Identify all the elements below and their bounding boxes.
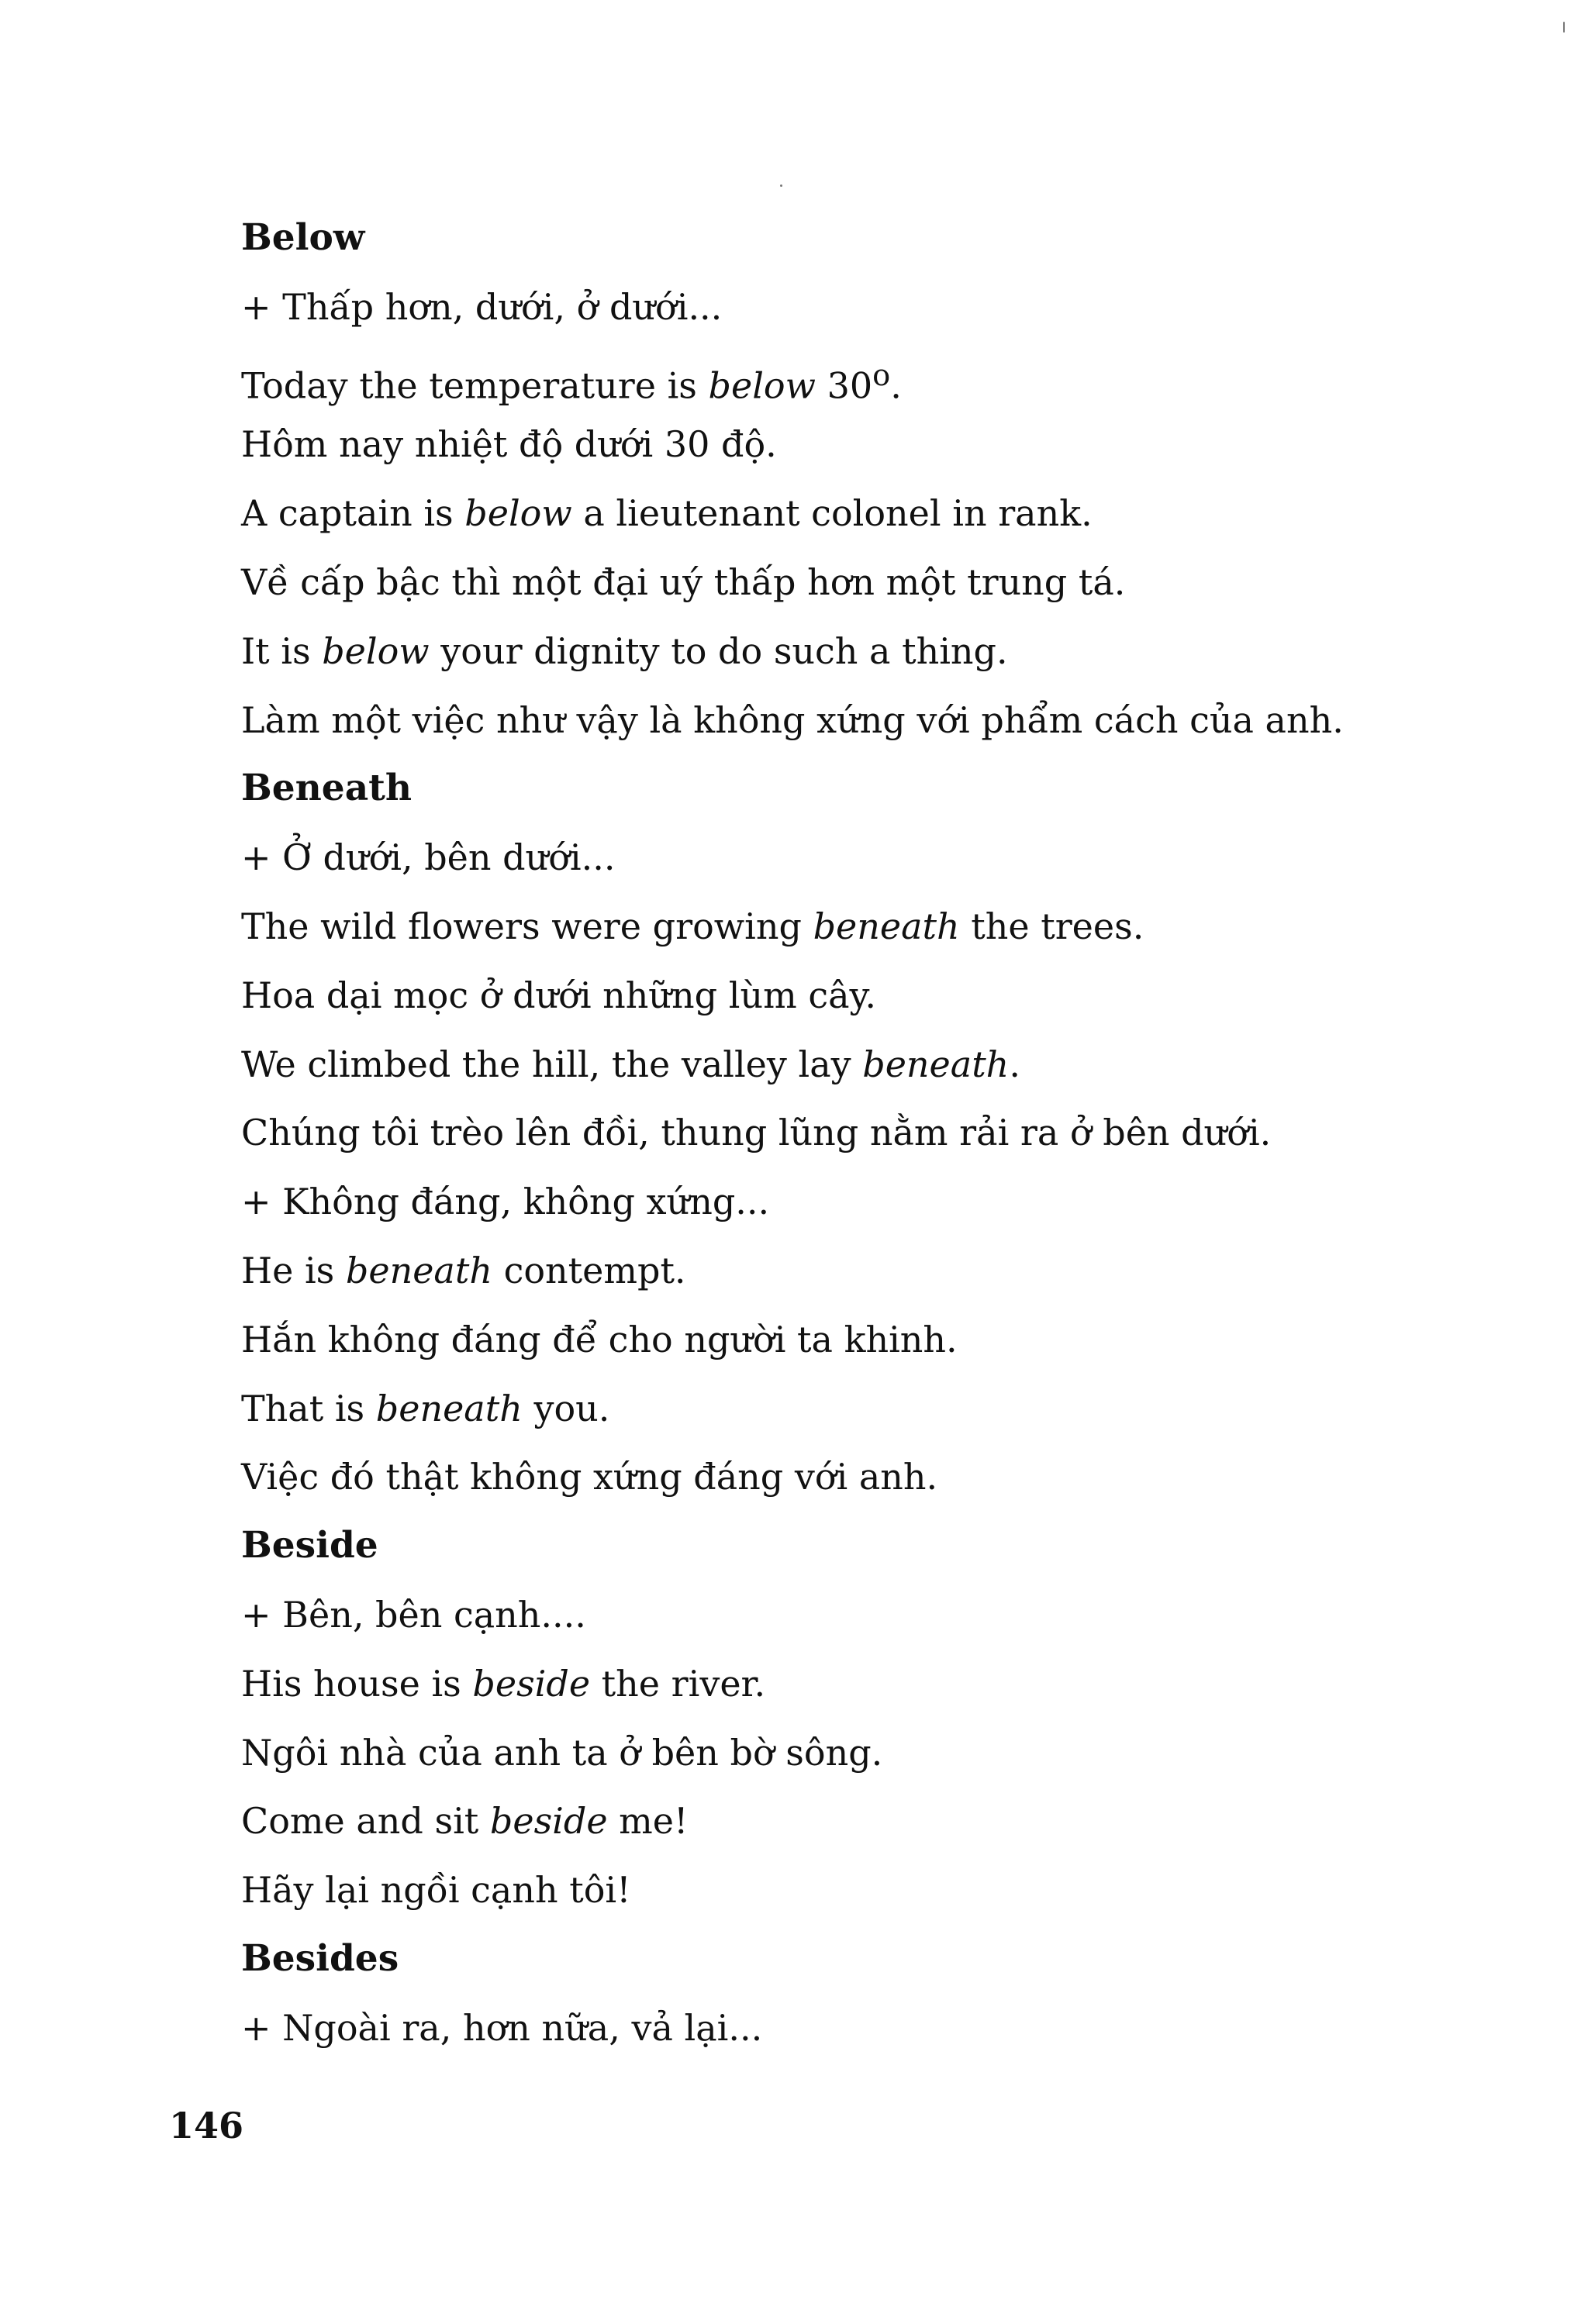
example-line: Hoa dại mọc ở dưới những lùm cây. [241, 974, 877, 1016]
example-line: Về cấp bậc thì một đại uý thấp hơn một trung tá. [241, 560, 1126, 603]
page-number: 146 [169, 2105, 244, 2146]
example-line: Hôm nay nhiệt độ dưới 30 độ. [241, 423, 777, 466]
entry-besides [241, 1925, 1497, 2063]
headword: Besides [241, 1936, 399, 1980]
example-line: He is beneath contempt. [241, 1249, 686, 1291]
sense-line: + Ngoài ra, hơn nữa, vả lại... [241, 2006, 763, 2049]
example-line: Today the temperature is below 30$^o$. [241, 357, 902, 406]
headword: Beneath [241, 767, 413, 810]
sense-line: + Thấp hơn, dưới, ở dưới... [241, 285, 723, 328]
example-line: Hắn không đáng để cho người ta khinh. [241, 1318, 958, 1360]
sense-line: + Bên, bên cạnh.... [241, 1593, 586, 1636]
entry-beneath [241, 754, 1497, 1512]
example-line: Come and sit beside me! [241, 1800, 689, 1843]
example-line: Chúng tôi trèo lên đồi, thung lũng nằm rải ra ở bên dưới. [241, 1112, 1272, 1154]
example-line: His house is beside the river. [241, 1662, 766, 1705]
example-line: Làm một việc như vậy là không xứng với phẩm cách của anh. [241, 698, 1344, 741]
example-line: That is beneath you. [241, 1387, 610, 1429]
example-line: It is below your dignity to do such a thing. [241, 629, 1008, 672]
entry-beside [241, 1512, 1497, 1925]
example-line: The wild flowers were growing beneath the trees. [241, 905, 1144, 947]
example-line: Việc đó thật không xứng đáng với anh. [241, 1456, 938, 1498]
scan-speck [780, 184, 782, 187]
headword: Below [241, 216, 365, 259]
sense-line: + Ở dưới, bên dưới... [241, 836, 616, 879]
example-line: We climbed the hill, the valley lay beneath. [241, 1043, 1020, 1085]
example-line: A captain is below a lieutenant colonel in rank. [241, 492, 1093, 535]
entry-below [241, 204, 1497, 754]
dictionary-entries [241, 204, 1497, 2063]
example-line: Hãy lại ngồi cạnh tôi! [241, 1869, 631, 1912]
example-line: Ngôi nhà của anh ta ở bên bờ sông. [241, 1731, 883, 1774]
sense-line: + Không đáng, không xứng... [241, 1181, 770, 1223]
scan-speck [1563, 22, 1565, 33]
headword: Beside [241, 1524, 378, 1567]
